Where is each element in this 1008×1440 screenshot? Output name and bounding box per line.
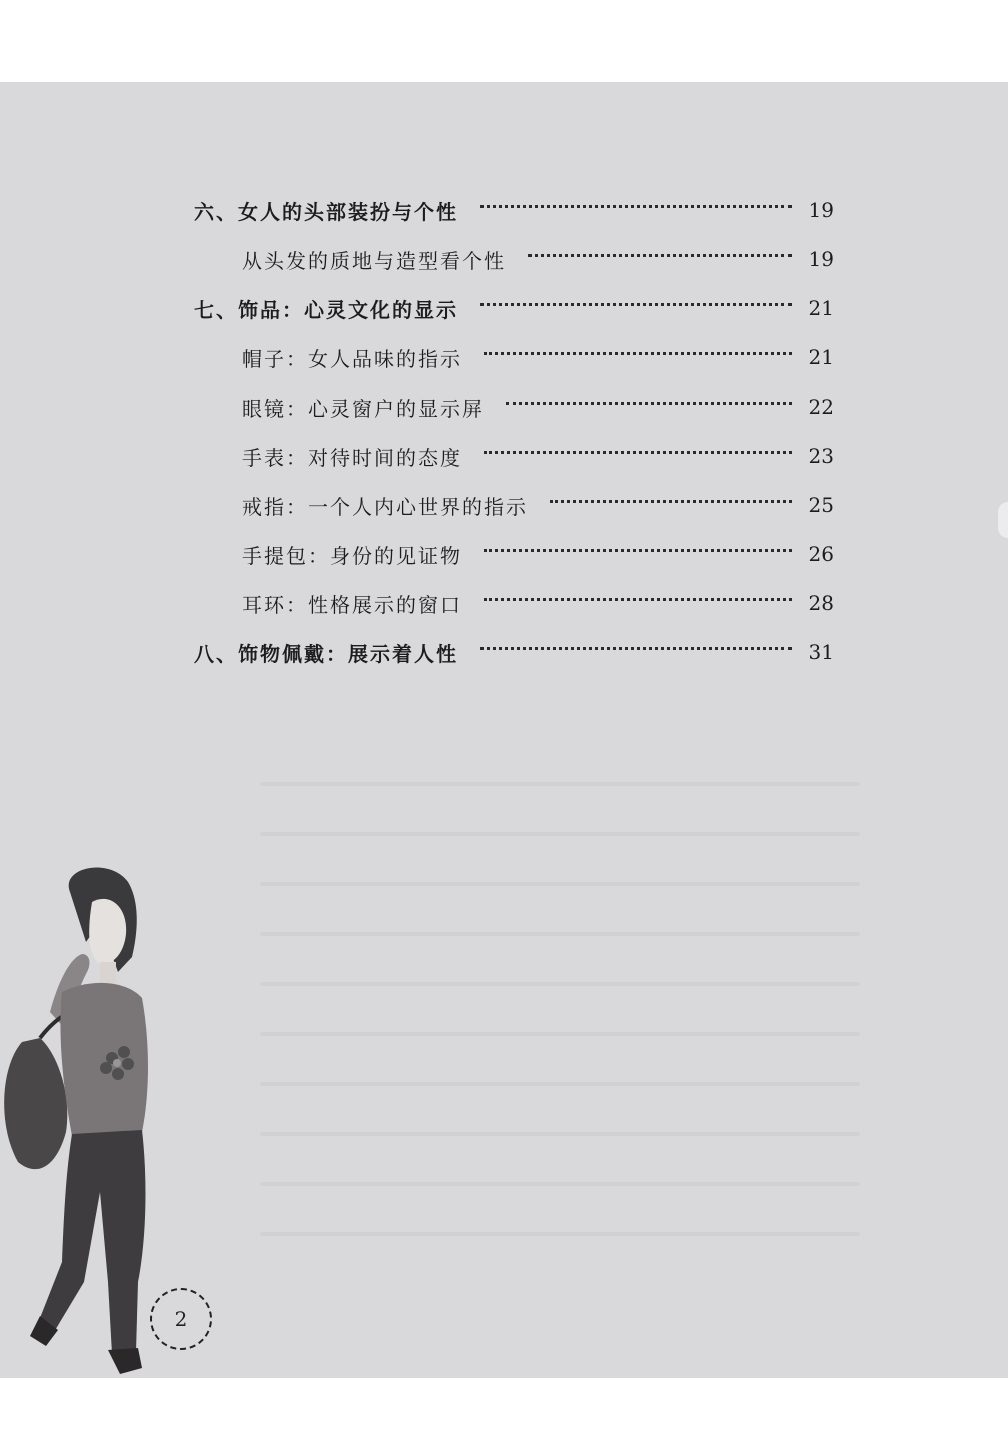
toc-entry-page: 21 [808, 296, 834, 320]
toc-entry[interactable] [194, 636, 834, 668]
toc-entry-page: 26 [808, 542, 834, 566]
toc-entry-label: 六、女人的头部装扮与个性 [194, 199, 458, 224]
toc-entry-label: 耳环：性格展示的窗口 [242, 592, 462, 617]
toc-entry-page: 19 [808, 198, 834, 222]
toc-entry-label: 戒指：一个人内心世界的指示 [242, 494, 528, 519]
toc-entry[interactable] [242, 243, 834, 275]
woman-with-shoulder-bag-icon [0, 862, 180, 1378]
toc-entry[interactable] [242, 587, 834, 619]
dot-leader [484, 598, 792, 601]
toc-entry-label: 手提包：身份的见证物 [242, 543, 462, 568]
toc-entry-label: 手表：对待时间的态度 [242, 445, 462, 470]
dot-leader [480, 647, 792, 650]
dot-leader [484, 549, 792, 552]
toc-entry-label: 帽子：女人品味的指示 [242, 346, 462, 371]
toc-entry[interactable] [242, 538, 834, 570]
toc-entry[interactable] [242, 391, 834, 423]
toc-entry[interactable] [194, 292, 834, 324]
dot-leader [480, 205, 792, 208]
toc-entry-page: 31 [808, 640, 834, 664]
toc-entry[interactable] [194, 194, 834, 226]
toc-entry-page: 19 [808, 247, 834, 271]
dot-leader [506, 402, 792, 405]
toc-entry-page: 25 [808, 493, 834, 517]
toc-entry-page: 23 [808, 444, 834, 468]
toc-entry-label: 八、饰物佩戴：展示着人性 [194, 641, 458, 666]
toc-entry[interactable] [242, 489, 834, 521]
page-area [0, 82, 1008, 1378]
dot-leader [528, 254, 792, 257]
toc-entry-page: 21 [808, 345, 834, 369]
dot-leader [484, 352, 792, 355]
bleed-through-lines [260, 782, 860, 1322]
edge-artifact [998, 502, 1008, 538]
page-number: 2 [150, 1288, 212, 1350]
toc-entry-page: 28 [808, 591, 834, 615]
dot-leader [550, 500, 792, 503]
toc-entry[interactable] [242, 440, 834, 472]
dot-leader [480, 303, 792, 306]
toc-entry-label: 眼镜：心灵窗户的显示屏 [242, 396, 484, 421]
toc-entry-page: 22 [808, 395, 834, 419]
toc-entry-label: 七、饰品：心灵文化的显示 [194, 297, 458, 322]
dot-leader [484, 451, 792, 454]
toc-entry[interactable] [242, 341, 834, 373]
toc-entry-label: 从头发的质地与造型看个性 [242, 248, 506, 273]
